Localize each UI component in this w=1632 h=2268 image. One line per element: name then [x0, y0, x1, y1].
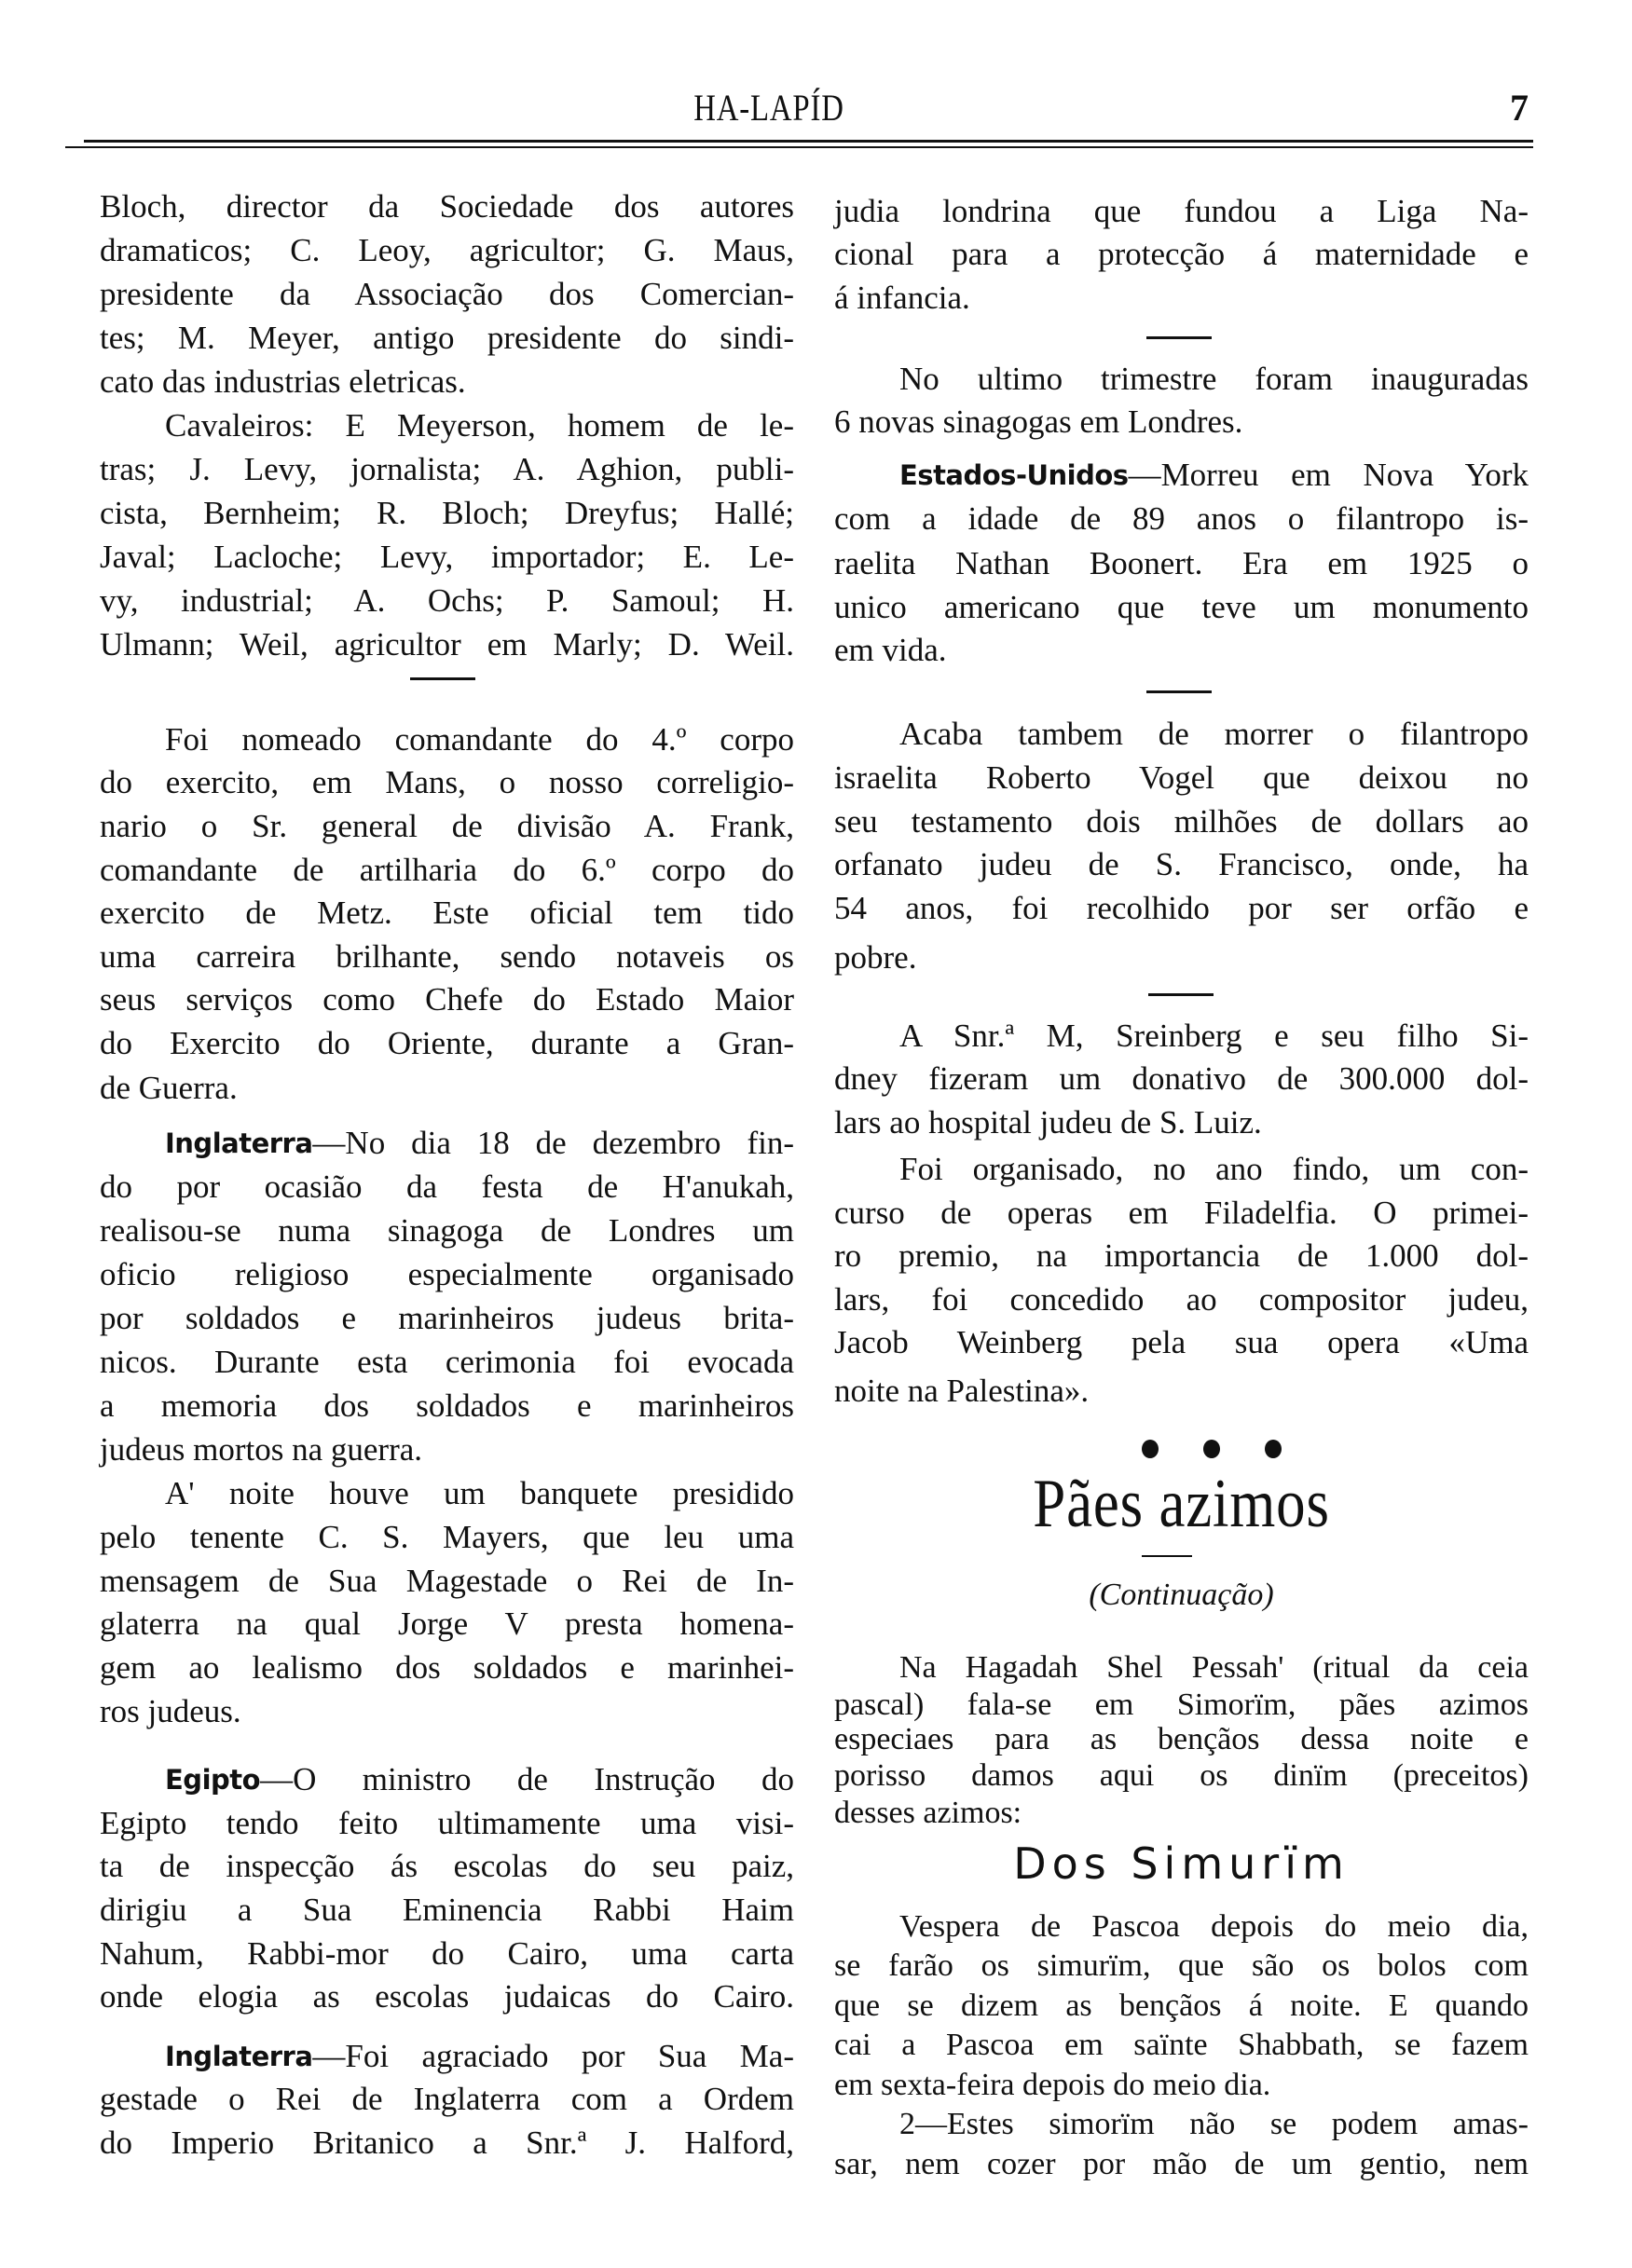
text-line: cato das industrias eletricas.: [100, 363, 466, 400]
text-line: A' noite houve um banquete presidido: [165, 1475, 794, 1511]
text-line: orfanato judeu de S. Francisco, onde, ha: [834, 846, 1529, 882]
text-line: se farão os simurïm, que são os bolos com: [834, 1948, 1529, 1983]
title-rule: [1142, 1555, 1192, 1557]
text-line: vy, industrial; A. Ochs; P. Samoul; H.: [100, 582, 794, 619]
text-line: onde elogia as escolas judaicas do Cairo.: [100, 1978, 794, 2015]
text-line: Vespera de Pascoa depois do meio dia,: [899, 1909, 1529, 1944]
text-line: de Guerra.: [100, 1070, 238, 1106]
text-line: tras; J. Levy, jornalista; A. Aghion, publi-: [100, 451, 794, 487]
text-line: unico americano que teve um monumento: [834, 589, 1529, 625]
text-line: porisso damos aqui os dinïm (preceitos): [834, 1758, 1529, 1793]
text-line: ros judeus.: [100, 1693, 241, 1729]
text-line: Foi organisado, no ano findo, um con-: [899, 1151, 1529, 1187]
text-line: seus serviços como Chefe do Estado Maior: [100, 981, 794, 1018]
article-subtitle: (Continuação): [1089, 1578, 1274, 1612]
text-line: nicos. Durante esta cerimonia foi evocada: [100, 1344, 794, 1380]
section-title: Dos Simurïm: [1013, 1838, 1350, 1889]
text-line: Foi nomeado comandante do 4.º corpo: [165, 721, 794, 758]
dot-icon: [1265, 1440, 1282, 1458]
text-line: presidente da Associação dos Comercian-: [100, 276, 794, 312]
text-line: desses azimos:: [834, 1796, 1022, 1830]
lead-word: Estados-Unidos: [899, 459, 1129, 491]
text-line: pelo tenente C. S. Mayers, que leu uma: [100, 1519, 794, 1555]
text-line: do Imperio Britanico a Snr.ª J. Halford,: [100, 2125, 794, 2161]
header-rule-bottom: [65, 146, 1533, 148]
text-line: 54 anos, foi recolhido por ser orfão e: [834, 890, 1529, 926]
text-line: lars, foi concedido ao compositor judeu,: [834, 1281, 1529, 1318]
text-line: seu testamento dois milhões de dollars ao: [834, 803, 1529, 840]
text-line: do por ocasião da festa de H'anukah,: [100, 1168, 794, 1205]
header-rule-top: [84, 140, 1533, 143]
text-line: oficio religioso especialmente organisado: [100, 1256, 794, 1292]
text-line: glaterra na qual Jorge V presta homena-: [100, 1605, 794, 1642]
text-line: gem ao lealismo dos soldados e marinhei-: [100, 1649, 794, 1686]
text-line: em sexta-feira depois do meio dia.: [834, 2068, 1271, 2102]
text-line: do exercito, em Mans, o nosso correligio-: [100, 764, 794, 800]
text-line: lars ao hospital judeu de S. Luiz.: [834, 1104, 1262, 1141]
text-line: pascal) fala-se em Simorïm, pães azimos: [834, 1687, 1529, 1722]
journal-title: HA-LAPÍD: [693, 87, 844, 129]
text-line: do Exercito do Oriente, durante a Gran-: [100, 1025, 794, 1061]
text-line: Estados-Unidos —Morreu em Nova York: [834, 455, 1529, 496]
lead-word: Inglaterra: [165, 2041, 313, 2072]
text-line: em vida.: [834, 632, 947, 668]
text-line: 6 novas sinagogas em Londres.: [834, 403, 1243, 440]
text-line: ro premio, na importancia de 1.000 dol-: [834, 1237, 1529, 1274]
text-line: Na Hagadah Shel Pessah' (ritual da ceia: [899, 1650, 1529, 1685]
text-line: raelita Nathan Boonert. Era em 1925 o: [834, 545, 1529, 581]
text-line: que se dizem as bençãos á noite. E quando: [834, 1988, 1529, 2023]
page-number: 7: [1510, 87, 1529, 129]
section-separator: [410, 677, 475, 680]
text-line: Javal; Lacloche; Levy, importador; E. Le-: [100, 539, 794, 575]
text-line: mensagem de Sua Magestade o Rei de In-: [100, 1563, 794, 1599]
text-line: Cavaleiros: E Meyerson, homem de le-: [165, 407, 794, 444]
text-line: judia londrina que fundou a Liga Na-: [834, 193, 1529, 229]
text-line: Inglaterra —Foi agraciado por Sua Ma-: [100, 2036, 794, 2077]
lead-word: Egipto: [165, 1764, 261, 1796]
ornament-dots: [1142, 1435, 1282, 1463]
lead-word: Inglaterra: [165, 1127, 313, 1159]
text-line: gestade o Rei de Inglaterra com a Ordem: [100, 2081, 794, 2117]
text-line: dirigiu a Sua Eminencia Rabbi Haim: [100, 1892, 794, 1928]
article-title: Pães azimos: [1033, 1466, 1330, 1542]
text-line: judeus mortos na guerra.: [100, 1431, 423, 1468]
text-line: comandante de artilharia do 6.º corpo do: [100, 852, 794, 888]
dot-icon: [1142, 1440, 1159, 1458]
text-line: cista, Bernheim; R. Bloch; Dreyfus; Hallé;: [100, 495, 794, 531]
text-line: com a idade de 89 anos o filantropo is-: [834, 500, 1529, 537]
text-line: Egipto tendo feito ultimamente uma visi-: [100, 1805, 794, 1841]
dot-icon: [1203, 1440, 1220, 1458]
text-line: sar, nem cozer por mão de um gentio, nem: [834, 2147, 1529, 2181]
text-line: especiaes para as bençãos dessa noite e: [834, 1722, 1529, 1756]
text-line: tes; M. Meyer, antigo presidente do sindi-: [100, 320, 794, 356]
text-line: curso de operas em Filadelfia. O primei-: [834, 1195, 1529, 1231]
text-line: Ulmann; Weil, agricultor em Marly; D. Weil.: [100, 626, 794, 663]
text-line: Bloch, director da Sociedade dos autores: [100, 188, 794, 225]
text-line: cional para a protecção á maternidade e: [834, 236, 1529, 272]
text-line: por soldados e marinheiros judeus brita-: [100, 1300, 794, 1336]
text-line: á infancia.: [834, 280, 970, 316]
section-separator: [1146, 690, 1212, 693]
text-line: Nahum, Rabbi-mor do Cairo, uma carta: [100, 1935, 794, 1972]
text-line: noite na Palestina».: [834, 1373, 1090, 1409]
text-line: dney fizeram um donativo de 300.000 dol-: [834, 1060, 1529, 1097]
text-line: dramaticos; C. Leoy, agricultor; G. Maus,: [100, 232, 794, 268]
text-line: israelita Roberto Vogel que deixou no: [834, 759, 1529, 796]
section-separator: [1148, 993, 1214, 996]
text-line: a memoria dos soldados e marinheiros: [100, 1387, 794, 1424]
text-line: Egipto —O ministro de Instrução do: [100, 1759, 794, 1800]
text-line: Acaba tambem de morrer o filantropo: [899, 716, 1529, 752]
text-line: uma carreira brilhante, sendo notaveis os: [100, 938, 794, 975]
text-line: Jacob Weinberg pela sua opera «Uma: [834, 1324, 1529, 1360]
text-line: nario o Sr. general de divisão A. Frank,: [100, 808, 794, 844]
text-line: Inglaterra —No dia 18 de dezembro fin-: [100, 1123, 794, 1164]
text-line: No ultimo trimestre foram inauguradas: [899, 361, 1529, 397]
text-line: exercito de Metz. Este oficial tem tido: [100, 895, 794, 931]
text-line: pobre.: [834, 939, 917, 976]
text-line: A Snr.ª M, Sreinberg e seu filho Si-: [899, 1018, 1529, 1054]
text-line: 2—Estes simorïm não se podem amas-: [899, 2107, 1529, 2141]
text-line: ta de inspecção ás escolas do seu paiz,: [100, 1848, 794, 1884]
section-separator: [1146, 336, 1212, 339]
text-line: cai a Pascoa em saïnte Shabbath, se fazem: [834, 2028, 1529, 2062]
text-line: realisou-se numa sinagoga de Londres um: [100, 1212, 794, 1249]
